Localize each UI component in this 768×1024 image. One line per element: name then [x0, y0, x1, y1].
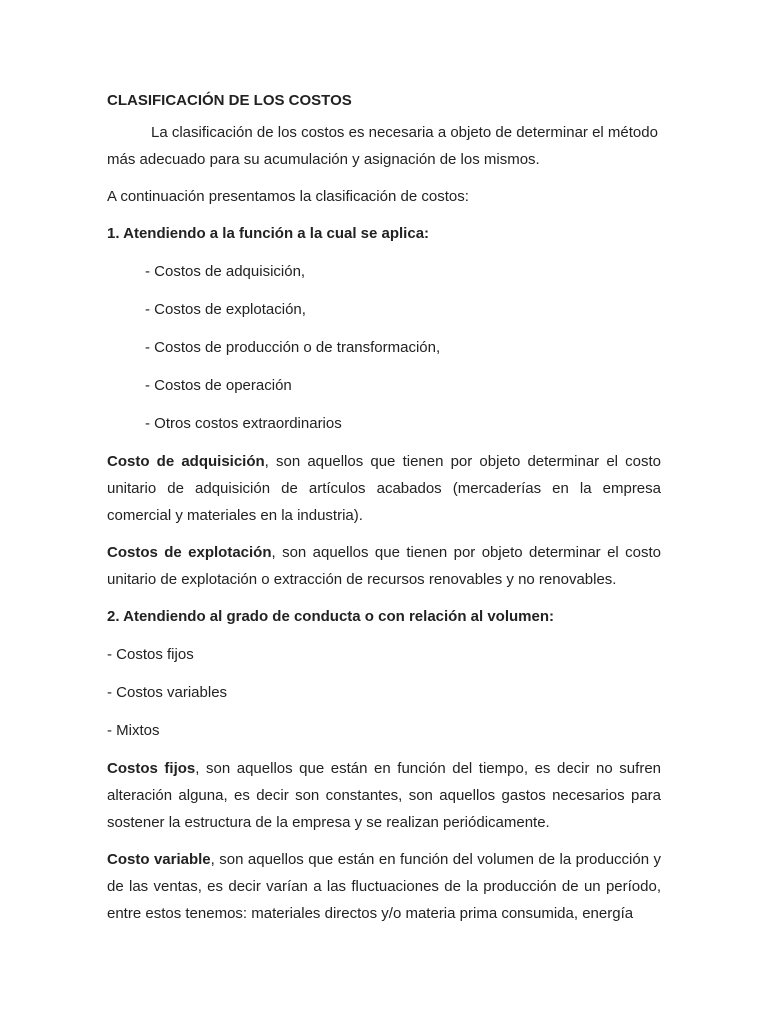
definition-text: , son aquellos que están en función del volumen de la producción y de las ventas, es decir varían a las fluctuaciones de la producción de un período, entre estos tenemos: materiales directos y/o materia prima consumida, energía — [107, 851, 661, 922]
definition-paragraph — [107, 448, 661, 529]
definition-term: Costo de adquisición — [107, 453, 265, 470]
list-item: - Costos de adquisición, — [145, 263, 306, 280]
list-item: - Otros costos extraordinarios — [145, 415, 342, 432]
section2-heading: 2. Atendiendo al grado de conducta o con relación al volumen: — [107, 608, 555, 625]
definition-paragraph — [107, 539, 661, 593]
document-page — [107, 88, 661, 937]
section2-list — [107, 641, 661, 744]
list-item: - Costos de producción o de transformación, — [145, 339, 441, 356]
section1-list — [107, 258, 661, 437]
definition-term: Costo variable — [107, 851, 211, 868]
definition-paragraph — [107, 846, 661, 927]
list-item: - Costos fijos — [107, 646, 194, 663]
definition-term: Costos fijos — [107, 760, 196, 777]
definition-text: , son aquellos que están en función del tiempo, es decir no sufren alteración alguna, es decir son constantes, son aquellos gastos necesarios para sostener la estructura de la empresa y se realizan periódicamente. — [107, 760, 662, 831]
list-item: - Mixtos — [107, 722, 160, 739]
list-item: - Costos de explotación, — [145, 301, 306, 318]
definition-text: , son aquellos que tienen por objeto determinar el costo unitario de adquisición de artículos acabados (mercaderías en la empresa comercial y materiales en la industria). — [107, 453, 661, 524]
intro-paragraph: La clasificación de los costos es necesaria a objeto de determinar el método más adecuado para su acumulación y asignación de los mismos. — [107, 124, 658, 168]
lead-paragraph: A continuación presentamos la clasificación de costos: — [107, 188, 469, 205]
section1-heading: 1. Atendiendo a la función a la cual se aplica: — [107, 225, 430, 242]
list-item: - Costos variables — [107, 684, 228, 701]
definition-text: , son aquellos que tienen por objeto determinar el costo unitario de explotación o extracción de recursos renovables y no renovables. — [107, 544, 662, 588]
definition-paragraph — [107, 755, 661, 836]
definition-term: Costos de explotación — [107, 544, 272, 561]
list-item: - Costos de operación — [145, 377, 292, 394]
document-title: CLASIFICACIÓN DE LOS COSTOS — [107, 92, 352, 109]
